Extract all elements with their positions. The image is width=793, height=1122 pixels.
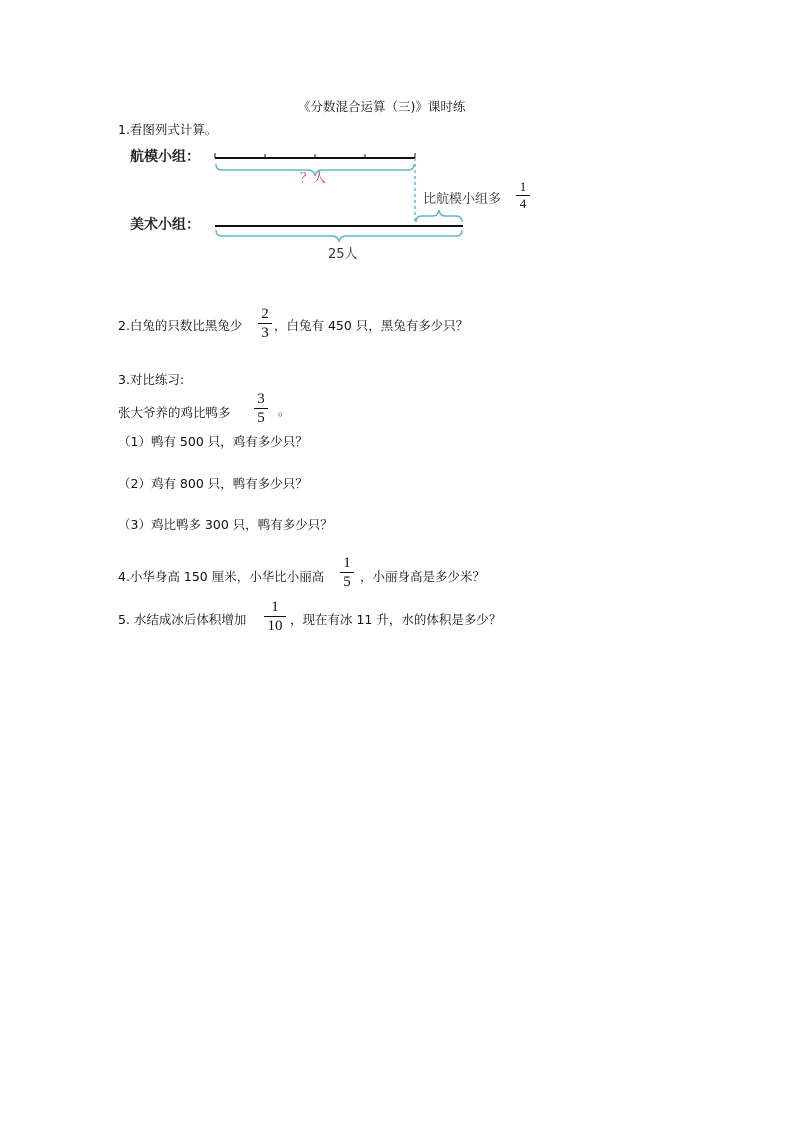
line-segment-diagram [130, 140, 550, 270]
diagram-compare-text: 比航模小组多 [423, 192, 502, 207]
extra-brace [416, 210, 462, 222]
diagram-row1-label: 航模小组： [130, 149, 200, 165]
question-1-text: 1.看图列式计算。 [118, 122, 218, 137]
diagram-unknown-label: ？人 [300, 171, 327, 186]
question-3-item-2: （2）鸡有 800 只，鸭有多少只？ [118, 476, 308, 491]
diagram-fraction: 1 4 [516, 180, 530, 211]
question-3-item-3: （3）鸡比鸭多 300 只，鸭有多少只？ [118, 517, 333, 532]
question-3-intro-end: 。 [278, 403, 291, 418]
question-2-text-before: 2.白兔的只数比黑兔少 [118, 318, 243, 333]
question-4-text-before: 4.小华身高 150 厘米，小华比小丽高 [118, 569, 325, 584]
question-4-text-after: ，小丽身高是多少米？ [360, 569, 486, 584]
question-3-title: 3.对比练习: [118, 372, 185, 387]
page-title: 《分数混合运算（三)》课时练 [298, 99, 466, 114]
question-3-fraction: 3 5 [254, 391, 268, 426]
diagram-row2-label: 美术小组： [130, 217, 200, 233]
row1-brace [216, 164, 414, 176]
question-5-text-after: ，现在有冰 11 升，水的体积是多少？ [290, 612, 502, 627]
question-3-item-1: （1）鸭有 500 只，鸡有多少只？ [118, 434, 308, 449]
question-5-text-before: 5. 水结成冰后体积增加 [118, 612, 247, 627]
question-4-fraction: 1 5 [340, 555, 354, 590]
question-2-fraction: 2 3 [258, 306, 272, 341]
question-3-intro: 张大爷养的鸡比鸭多 [118, 405, 231, 420]
diagram-lines [130, 140, 550, 270]
question-5-fraction: 1 10 [264, 599, 286, 634]
row2-brace [216, 230, 462, 242]
question-2-text-after: ，白兔有 450 只，黑兔有多少只？ [274, 318, 469, 333]
diagram-total-label: 25人 [328, 247, 358, 262]
